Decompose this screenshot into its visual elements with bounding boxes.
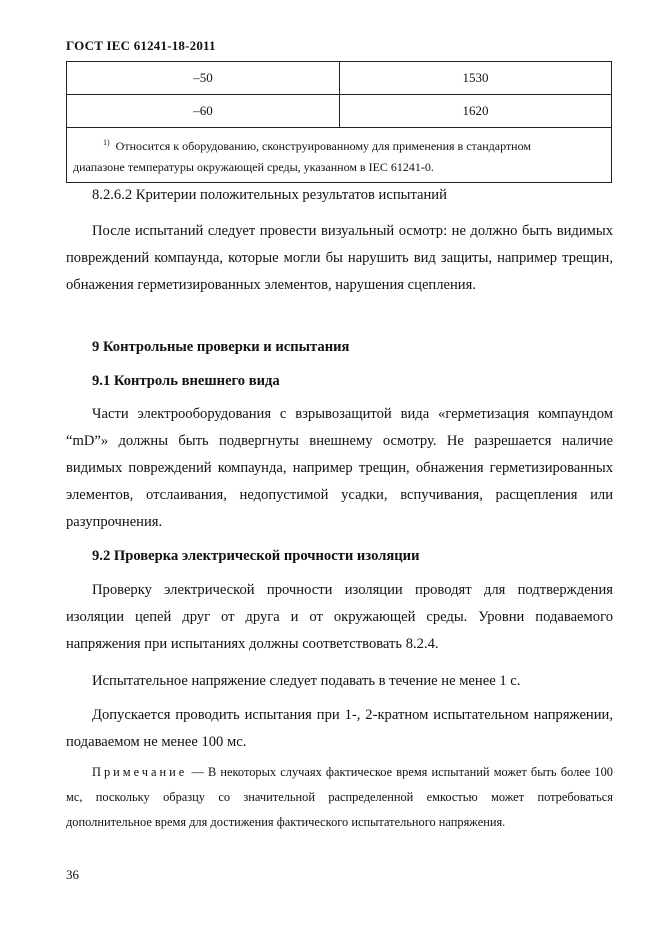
table-row (67, 62, 612, 95)
note-label: Примечание (92, 765, 188, 779)
paragraph-9-2-c: Допускается проводить испытания при 1-, 2-кратном испытательном напряжении, подаваемом не менее 100 мс. (66, 707, 613, 750)
data-table (66, 61, 612, 183)
section-heading-9: 9 Контрольные проверки и испытания (92, 339, 350, 355)
section-heading-9-1: 9.1 Контроль внешнего вида (92, 373, 280, 389)
table-row (67, 95, 612, 128)
note-block (66, 760, 613, 835)
paragraph-9-2-b: Испытательное напряжение следует подавать в течение не менее 1 с. (92, 673, 521, 689)
subsection-title-8262: 8.2.6.2 Критерии положительных результатов испытаний (92, 187, 447, 203)
table-cell-value: 1530 (340, 62, 612, 95)
footnote-line-2: диапазоне температуры окружающей среды, указанном в IEC 61241-0. (73, 160, 434, 174)
section-heading-9-2: 9.2 Проверка электрической прочности изоляции (92, 548, 420, 564)
table-cell-temperature: –50 (67, 62, 340, 95)
table-footnote (67, 128, 612, 183)
paragraph-9-1: Части электрооборудования с взрывозащитой вида «герметизация компаундом “mD”» должны быть подвергнуты внешнему осмотру. Не разрешается наличие видимых повреждений компаунда, например трещин, обнажения герметизированных элементов, отслаивания, недопустимой усадки, вспучивания, расщепления или разупрочнения. (66, 406, 613, 530)
paragraph-9-2-a: Проверку электрической прочности изоляции проводят для подтверждения изоляции цепей друг от друга и от окружающей среды. Уровни подаваемого напряжения при испытаниях должны соответствовать 8.2.4. (66, 582, 613, 652)
footnote-marker: 1) (103, 138, 110, 147)
page-number: 36 (66, 867, 79, 882)
note-text: В некоторых случаях фактическое время испытаний может быть более 100 мс, поскольку образцу со значительной распределенной емкостью может потребоваться дополнительное время для достижения фактического испытательного напряжения. (66, 765, 613, 829)
table-footnote-row (67, 128, 612, 183)
footnote-line-1: Относится к оборудованию, сконструированному для применения в стандартном (115, 139, 531, 153)
table-cell-value: 1620 (340, 95, 612, 128)
paragraph-8262: После испытаний следует провести визуальный осмотр: не должно быть видимых повреждений компаунда, которые могли бы нарушить вид защиты, например трещин, обнажения герметизированных элементов, нарушения сцепления. (66, 223, 613, 293)
document-header: ГОСТ IEC 61241-18-2011 (66, 38, 216, 53)
table-cell-temperature: –60 (67, 95, 340, 128)
note-dash: — (187, 765, 208, 779)
